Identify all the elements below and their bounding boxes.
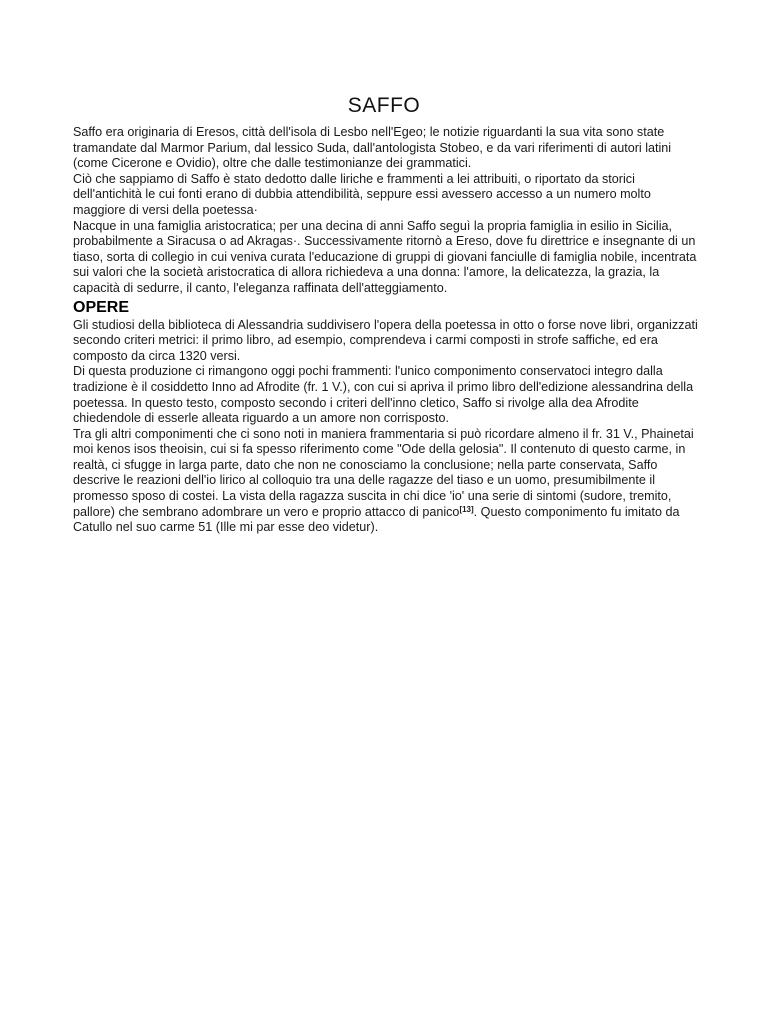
footnote-ref[interactable]: [13] — [459, 504, 474, 514]
opere-paragraph-ode — [73, 427, 698, 536]
intro-paragraph-biography: Nacque in una famiglia aristocratica; per una decina di anni Saffo seguì la propria famiglia in esilio in Sicilia, probabilmente a Siracusa o ad Akragas·. Successivamente ritornò a Ereso, dove fu direttrice e insegnante di un tiaso, sorta di collegio in cui veniva curata l'educazione di gruppi di giovani fanciulle di famiglia nobile, incentrata sui valori che la società aristocratica di allora richiedeva a una donna: l'amore, la delicatezza, la grazia, la capacità di sedurre, il canto, l'eleganza raffinata dell'atteggiamento. — [73, 218, 697, 295]
opere-paragraph-books: Gli studiosi della biblioteca di Alessandria suddivisero l'opera della poetessa in otto o forse nove libri, organizzati secondo criteri metrici: il primo libro, ad esempio, comprendeva i carmi composti in strofe saffiche, ed era composto da circa 1320 versi. — [73, 317, 698, 363]
section-heading-opere: OPERE — [73, 298, 130, 316]
opere-paragraph-fragments: Di questa produzione ci rimangono oggi pochi frammenti: l'unico componimento conservatoci integro dalla tradizione è il cosiddetto Inno ad Afrodite (fr. 1 V.), con cui si apriva il primo libro dell'edizione alessandrina della poetessa. In questo testo, composto secondo i criteri dell'inno cletico, Saffo si rivolge alla dea Afrodite chiedendole di esserle alleata riguardo a un amore non corrisposto. — [73, 364, 694, 426]
ode-text-before-ref: Tra gli altri componimenti che ci sono noti in maniera frammentaria si può ricordare almeno il fr. 31 V., Phainetai moi kenos isos theoisin, cui si fa spesso riferimento come "Ode della gelosia". Il contenuto di questo carme, in realtà, ci sfugge in larga parte, dato che non ne conosciamo la conclusione; nella parte conservata, Saffo descrive le reazioni dell'io lirico al colloquio tra una delle ragazze del tiaso e un uomo, presumibilmente il promesso sposo di costei. La vista della ragazza suscita in chi dice 'io' una serie di sintomi (sudore, tremito, pallore) che sembrano adombrare un vero e proprio attacco di panico — [73, 426, 694, 519]
document-body — [73, 125, 698, 536]
intro-paragraph-origins: Saffo era originaria di Eresos, città dell'isola di Lesbo nell'Egeo; le notizie riguardanti la sua vita sono state tramandate dal Marmor Parium, dal lessico Suda, dall'antologista Stobeo, e da vari riferimenti di autori latini (come Cicerone e Ovidio), oltre che dalle testimonianze dei grammatici. — [73, 125, 672, 171]
intro-paragraph-sources: Ciò che sappiamo di Saffo è stato dedotto dalle liriche e frammenti a lei attribuiti, o riportato da storici dell'antichità le cui fonti erano di dubbia attendibilità, seppure essi avessero accesso a un numero molto maggiore di versi della poetessa· — [73, 171, 651, 217]
ode-text-after-ref: . Questo componimento fu imitato da Catullo nel suo carme 51 (Ille mi par esse deo videtur). — [73, 504, 680, 535]
page-title: SAFFO — [347, 94, 421, 117]
